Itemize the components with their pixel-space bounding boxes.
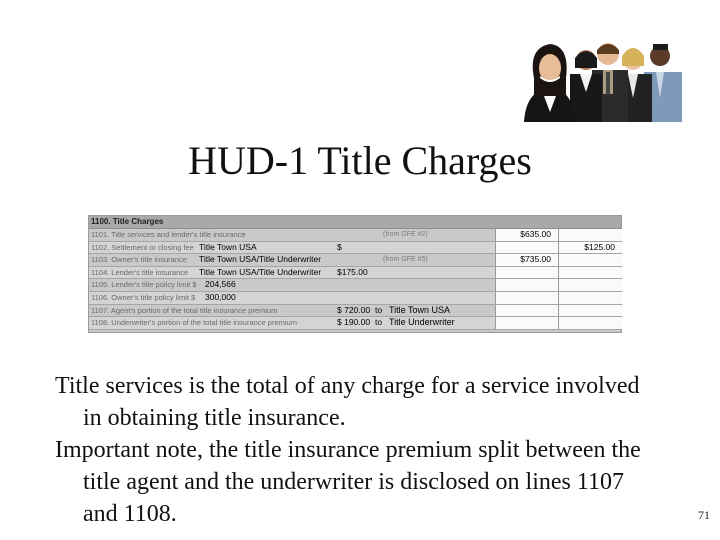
col-seller-cell <box>558 267 623 279</box>
row-dollar: $ 720.00 <box>337 304 371 315</box>
row-value: 300,000 <box>205 291 236 302</box>
row-description: 1103. Owner's title insurance <box>91 255 187 265</box>
row-description: 1108. Underwriter's portion of the total title insurance premium <box>91 318 297 328</box>
row-dollar: $175.00 <box>337 266 368 277</box>
form-row-1103 <box>89 254 621 267</box>
row-description: 1105. Lender's title policy limit $ <box>91 280 197 290</box>
form-header: 1100. Title Charges <box>89 216 621 229</box>
slide-title: HUD-1 Title Charges <box>188 138 532 183</box>
row-value: Title Town USA <box>199 241 257 252</box>
col-borrower-cell <box>495 242 558 254</box>
form-row-1106 <box>89 292 621 305</box>
form-row-1102 <box>89 242 621 255</box>
row-description: 1101. Title services and lender's title insurance <box>91 230 246 239</box>
form-row-1105 <box>89 279 621 292</box>
col-borrower-cell <box>495 292 558 304</box>
row-value: Title Town USA/Title Underwriter <box>199 266 322 277</box>
row-description: 1107. Agent's portion of the total title insurance premium <box>91 305 278 315</box>
row-description: 1106. Owner's title policy limit $ <box>91 292 196 302</box>
row-amount-borrower: $635.00 <box>520 229 551 239</box>
row-amount-borrower: $735.00 <box>520 254 551 265</box>
row-gfe-ref: (from GFE #2) <box>383 231 428 238</box>
col-borrower-cell <box>495 267 558 279</box>
row-value: Title Town USA/Title Underwriter <box>199 254 322 265</box>
form-row-1108 <box>89 317 621 330</box>
row-description: 1104. Lender's title insurance <box>91 267 189 277</box>
slide-body <box>55 370 655 530</box>
col-borrower-cell <box>495 317 558 329</box>
row-to: to <box>375 304 383 315</box>
business-people-photo <box>520 38 686 122</box>
body-paragraph-2: Important note, the title insurance premium split between the title agent and the underwriter is disclosed on lines 1107 and 1108. <box>55 437 641 527</box>
row-description: 1102. Settlement or closing fee <box>91 242 194 252</box>
row-dollar: $ <box>337 241 342 252</box>
col-seller-cell <box>558 317 623 329</box>
form-row-1104 <box>89 267 621 280</box>
col-borrower-cell <box>495 279 558 291</box>
row-dollar: $ 190.00 <box>337 317 371 328</box>
row-amount-seller: $125.00 <box>584 241 615 252</box>
col-seller-cell <box>558 229 623 241</box>
page-number: 71 <box>698 508 710 522</box>
row-value: 204,566 <box>205 279 236 290</box>
row-payee: Title Underwriter <box>389 317 455 328</box>
form-row-1101 <box>89 229 621 242</box>
col-seller-cell <box>558 305 623 317</box>
form-row-1107 <box>89 305 621 318</box>
body-paragraph-1: Title services is the total of any charge for a service involved in obtaining title insurance. <box>55 373 640 431</box>
col-seller-cell <box>558 279 623 291</box>
row-payee: Title Town USA <box>389 304 451 315</box>
col-seller-cell <box>558 292 623 304</box>
row-to: to <box>375 317 383 328</box>
hud1-title-charges-form <box>88 215 622 333</box>
row-gfe-ref: (from GFE #5) <box>383 256 428 264</box>
col-seller-cell <box>558 254 623 266</box>
col-borrower-cell <box>495 305 558 317</box>
